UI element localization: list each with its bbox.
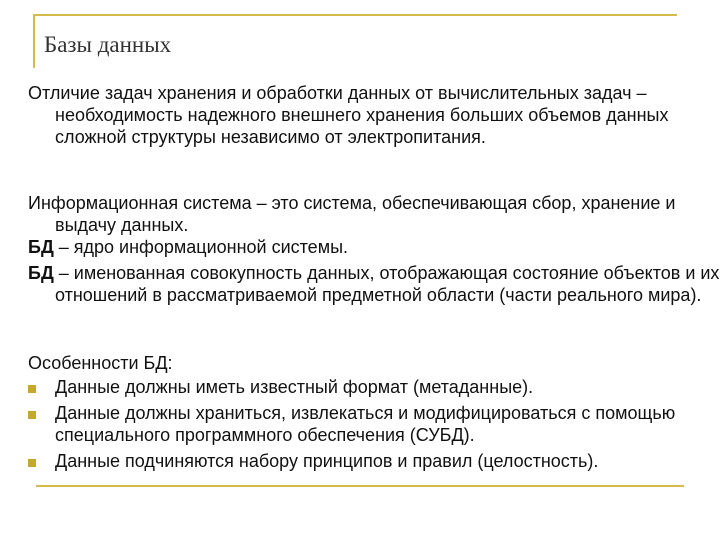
bottom-divider-line [36, 485, 684, 487]
paragraph-information-system: Информационная система – это система, обеспечивающая сбор, хранение и выдачу данных. [28, 193, 676, 235]
list-item [28, 450, 704, 472]
bullet-text: Данные должны иметь известный формат (метаданные). [55, 377, 534, 397]
term-db: БД [28, 237, 54, 257]
paragraph-storage-tasks: Отличие задач хранения и обработки данных от вычислительных задач – необходимость надежного внешнего хранения больших объемов данных сложной структуры независимо от электропитания. [28, 83, 669, 147]
term-db: БД [28, 263, 54, 283]
paragraph-db-core [28, 236, 720, 258]
list-item [28, 402, 704, 446]
db-core-text: – ядро информационной системы. [53, 237, 349, 257]
bullet-text: Данные подчиняются набору принципов и правил (целостность). [55, 451, 599, 471]
slide-title: Базы данных [44, 32, 172, 57]
db-definition-text: – именованная совокупность данных, отображающая состояние объектов и их отношений в рассматриваемой предметной области (части реального мира). [53, 263, 720, 305]
list-item [28, 376, 704, 398]
square-bullet-icon [28, 459, 36, 467]
title-accent-horizontal-line [33, 14, 677, 16]
bullet-text: Данные должны храниться, извлекаться и модифицироваться с помощью специального программного обеспечения (СУБД). [55, 403, 676, 445]
square-bullet-icon [28, 411, 36, 419]
title-accent-vertical-line [33, 14, 35, 68]
paragraph-db-definition [28, 262, 720, 306]
square-bullet-icon [28, 385, 36, 393]
features-heading: Особенности БД: [28, 353, 173, 373]
